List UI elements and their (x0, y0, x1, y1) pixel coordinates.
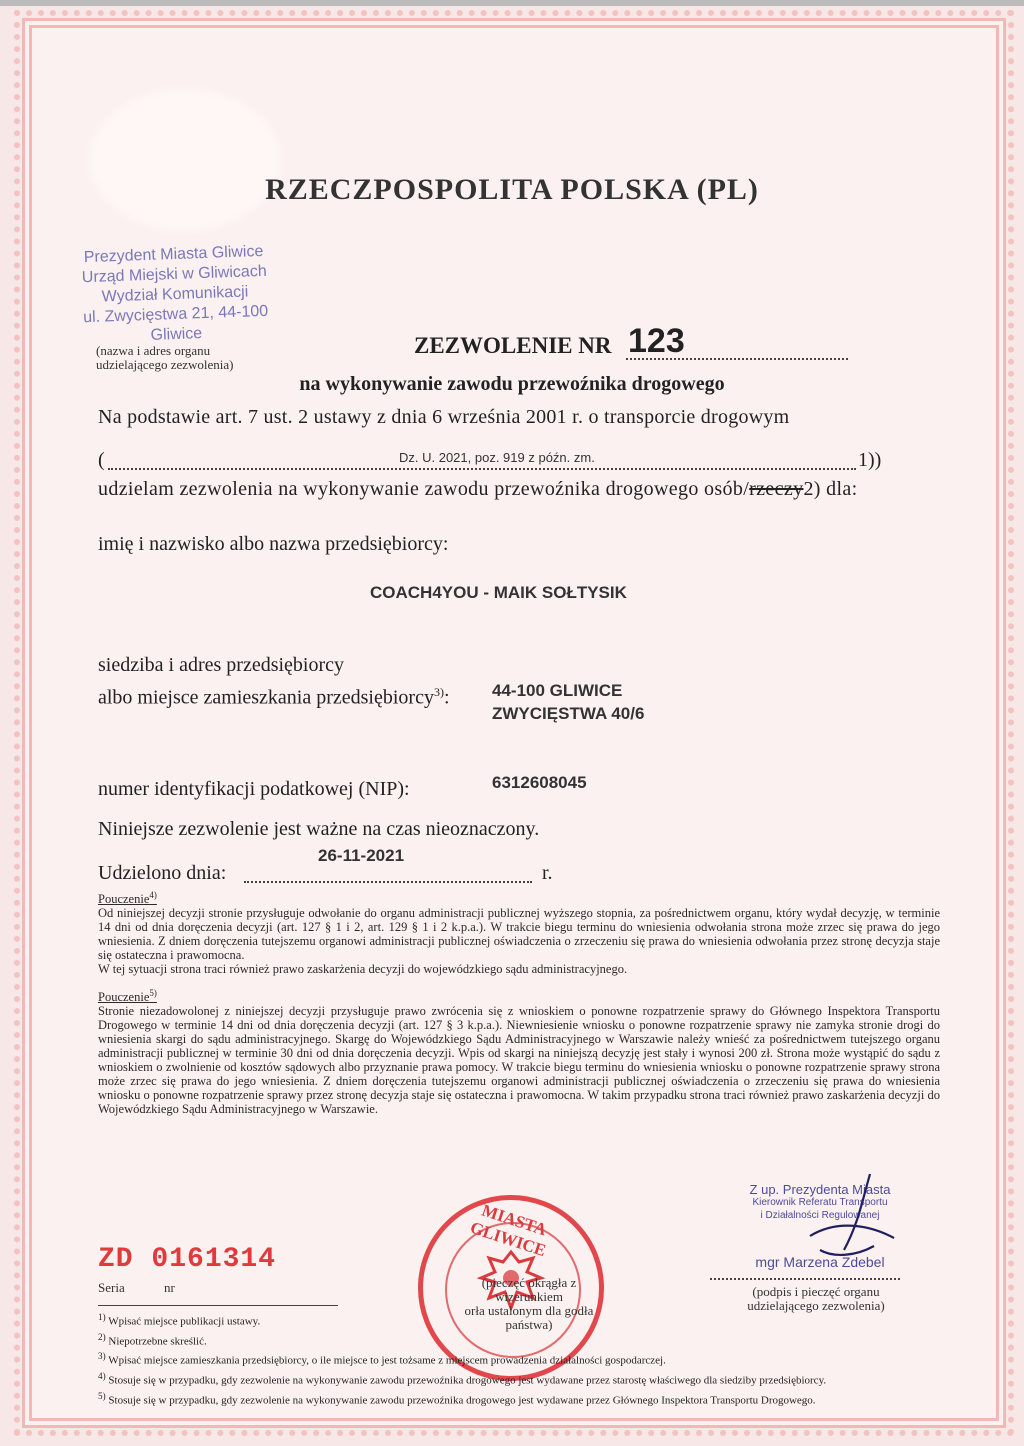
issuer-line-1: Prezydent Miasta Gliwice (83, 242, 264, 267)
publication-open: ( (98, 449, 105, 471)
legal-basis-line: Na podstawie art. 7 ust. 2 ustawy z dnia 6 września 2001 r. o transporcie drogowym (98, 406, 790, 428)
seal-caption: (pieczęć okrągła z wizerunkiem orła ustalonym dla godła państwa) (464, 1275, 594, 1332)
instruction-block-2: Pouczenie$^{5)}$ Stronie niezadowolonej z niniejszej decyzji przysługuje prawo zwrócenia się z wnioskiem o ponowne rozpatrzenie sprawy do Głównego Inspektora Transportu Drogowego w terminie 14 dni od dnia doręczenia decyzji (art. 127 § 3 k.p.a.). Niewniesienie wniosku o ponowne rozpatrzenie sprawy nie zamyka stronie drogi do wniesienia skargi do sądu administracyjnego. Skargę do Wojewódzkiego Sądu Administracyjnego w Warszawie należy wnieść za pośrednictwem tutejszego organu administracji publicznej w terminie 30 dni od dnia doręczenia decyzji. Wpis od skargi na niniejszą decyzję jest stały i wynosi 200 zł. Strona może wystąpić do sądu z wnioskiem o zwolnienie od kosztów sądowych albo przyznanie prawa pomocy. W trakcie biegu terminu do wniesienia wniosku o ponowne rozpatrzenie sprawy strona może zrzec się prawa do jego wniesienia. Z dniem doręczenia tutejszemu organowi administracji publicznej oświadczenia o zrzeczeniu się prawa do wniesienia wniosku o ponowne rozpatrzenie sprawy przez stronę decyzja staje się ostateczna i prawomocna. W takim przypadku strona traci również prawo zaskarżenia decyzji do Wojewódzkiego Sądu Administracyjnego w Warszawie. (98, 988, 940, 1117)
address-value: 44-100 GLIWICE ZWYCIĘSTWA 40/6 (492, 681, 645, 723)
publication-dots (108, 468, 856, 470)
nip-label: numer identyfikacji podatkowej (NIP): (98, 778, 410, 800)
issuer-line-3: Wydział Komunikacji (101, 283, 249, 306)
seal-arc-text: MIASTA GLIWICE (467, 1200, 549, 1261)
issued-dots (244, 881, 532, 883)
redaction-blur (90, 90, 280, 230)
signature-stamp: Z up. Prezydenta Miasta Kierownik Referatu Transportu i Działalności Regulowanej mgr Marzena Zdebel (749, 1182, 891, 1270)
handwritten-signature (792, 1166, 902, 1266)
permit-subtitle: na wykonywanie zawodu przewoźnika drogowego (299, 373, 725, 395)
issued-label: Udzielono dnia: (98, 862, 227, 884)
publication-value: Dz. U. 2021, poz. 919 z późn. zm. (399, 450, 595, 465)
validity-text: Niniejsze zezwolenie jest ważne na czas nieoznaczony. (98, 818, 540, 840)
entrepreneur-name-label: imię i nazwisko albo nazwa przedsiębiorcy: (98, 533, 449, 555)
footnote-3: $^{3)}$ Wpisać miejsce zamieszkania przedsiębiorcy, o ile miejsce to jest tożsame z miejscem prowadzenia działalności gospodarczej. (98, 1351, 666, 1367)
country-title: RZECZPOSPOLITA POLSKA (PL) (265, 173, 759, 206)
issued-suffix: r. (542, 862, 553, 884)
struck-word: rzeczy (749, 478, 804, 500)
series-label: Seria (98, 1280, 125, 1295)
issuer-line-2: Urząd Miejski w Gliwicach (81, 262, 267, 287)
footnote-separator (98, 1305, 338, 1306)
footnote-5: $^{5)}$ Stosuje się w przypadku, gdy zezwolenie na wykonywanie zawodu przewoźnika drogowego jest wydawane przez Głównego Inspektora Transportu Drogowego. (98, 1390, 816, 1407)
signature-caption: (podpis i pieczęć organu udzielającego zezwolenia) (747, 1284, 885, 1313)
issuer-caption: (nazwa i adres organu udzielającego zezwolenia) (96, 343, 234, 372)
issuer-stamp (53, 241, 296, 349)
scan-top-edge (0, 0, 1024, 6)
signature-dots (710, 1278, 900, 1280)
permit-number-dots (626, 358, 848, 360)
entrepreneur-name-value: COACH4YOU - MAIK SOŁTYSIK (370, 583, 627, 602)
footnote-1: $^{1)}$ Wpisać miejsce publikacji ustawy. (98, 1312, 261, 1328)
publication-close: 1)) (858, 449, 882, 471)
instruction-block-1: Pouczenie$^{4)}$ Od niniejszej decyzji stronie przysługuje odwołanie do organu administracji publicznej wyższego stopnia, za pośrednictwem organu, który wydał decyzję, w terminie 14 dni od dnia doręczenia decyzji (art. 127 § 1 i 2, art. 129 § 1 i 2 k.p.a.). W trakcie biegu terminu do wniesienia odwołania strona może zrzec się prawa do jego wniesienia. Z dniem doręczenia tutejszemu organowi administracji publicznej oświadczenia o zrzeczeniu się prawa do wniesienia odwołania przez stronę decyzja staje się ostateczna i prawomocna. W tej sytuacji strona traci również prawo zaskarżenia decyzji do wojewódzkiego sądu administracyjnego. (98, 890, 940, 977)
permit-label: ZEZWOLENIE NR (414, 333, 612, 358)
issued-date: 26-11-2021 (318, 846, 405, 865)
nip-value: 6312608045 (492, 773, 587, 792)
grant-line: udzielam zezwolenia na wykonywanie zawodu przewoźnika drogowego osób/rzeczy2) dla: (98, 478, 858, 500)
permit-number: 123 (628, 322, 685, 360)
footnote-4: $^{4)}$ Stosuje się w przypadku, gdy zezwolenie na wykonywanie zawodu przewoźnika drogowego jest wydawane przez starostę właściwego dla siedziby przedsiębiorcy. (98, 1370, 827, 1387)
series-code: ZD 0161314 (98, 1244, 277, 1275)
footnotes (98, 1310, 898, 1408)
issuer-line-4: ul. Zwycięstwa 21, 44-100 Gliwice (82, 302, 269, 344)
address-label: siedziba i adres przedsiębiorcy albo miejsce zamieszkania przedsiębiorcy$^{3)}$: (98, 654, 450, 709)
number-label: nr (164, 1280, 175, 1295)
footnote-2: $^{2)}$ Niepotrzebne skreślić. (98, 1331, 207, 1348)
